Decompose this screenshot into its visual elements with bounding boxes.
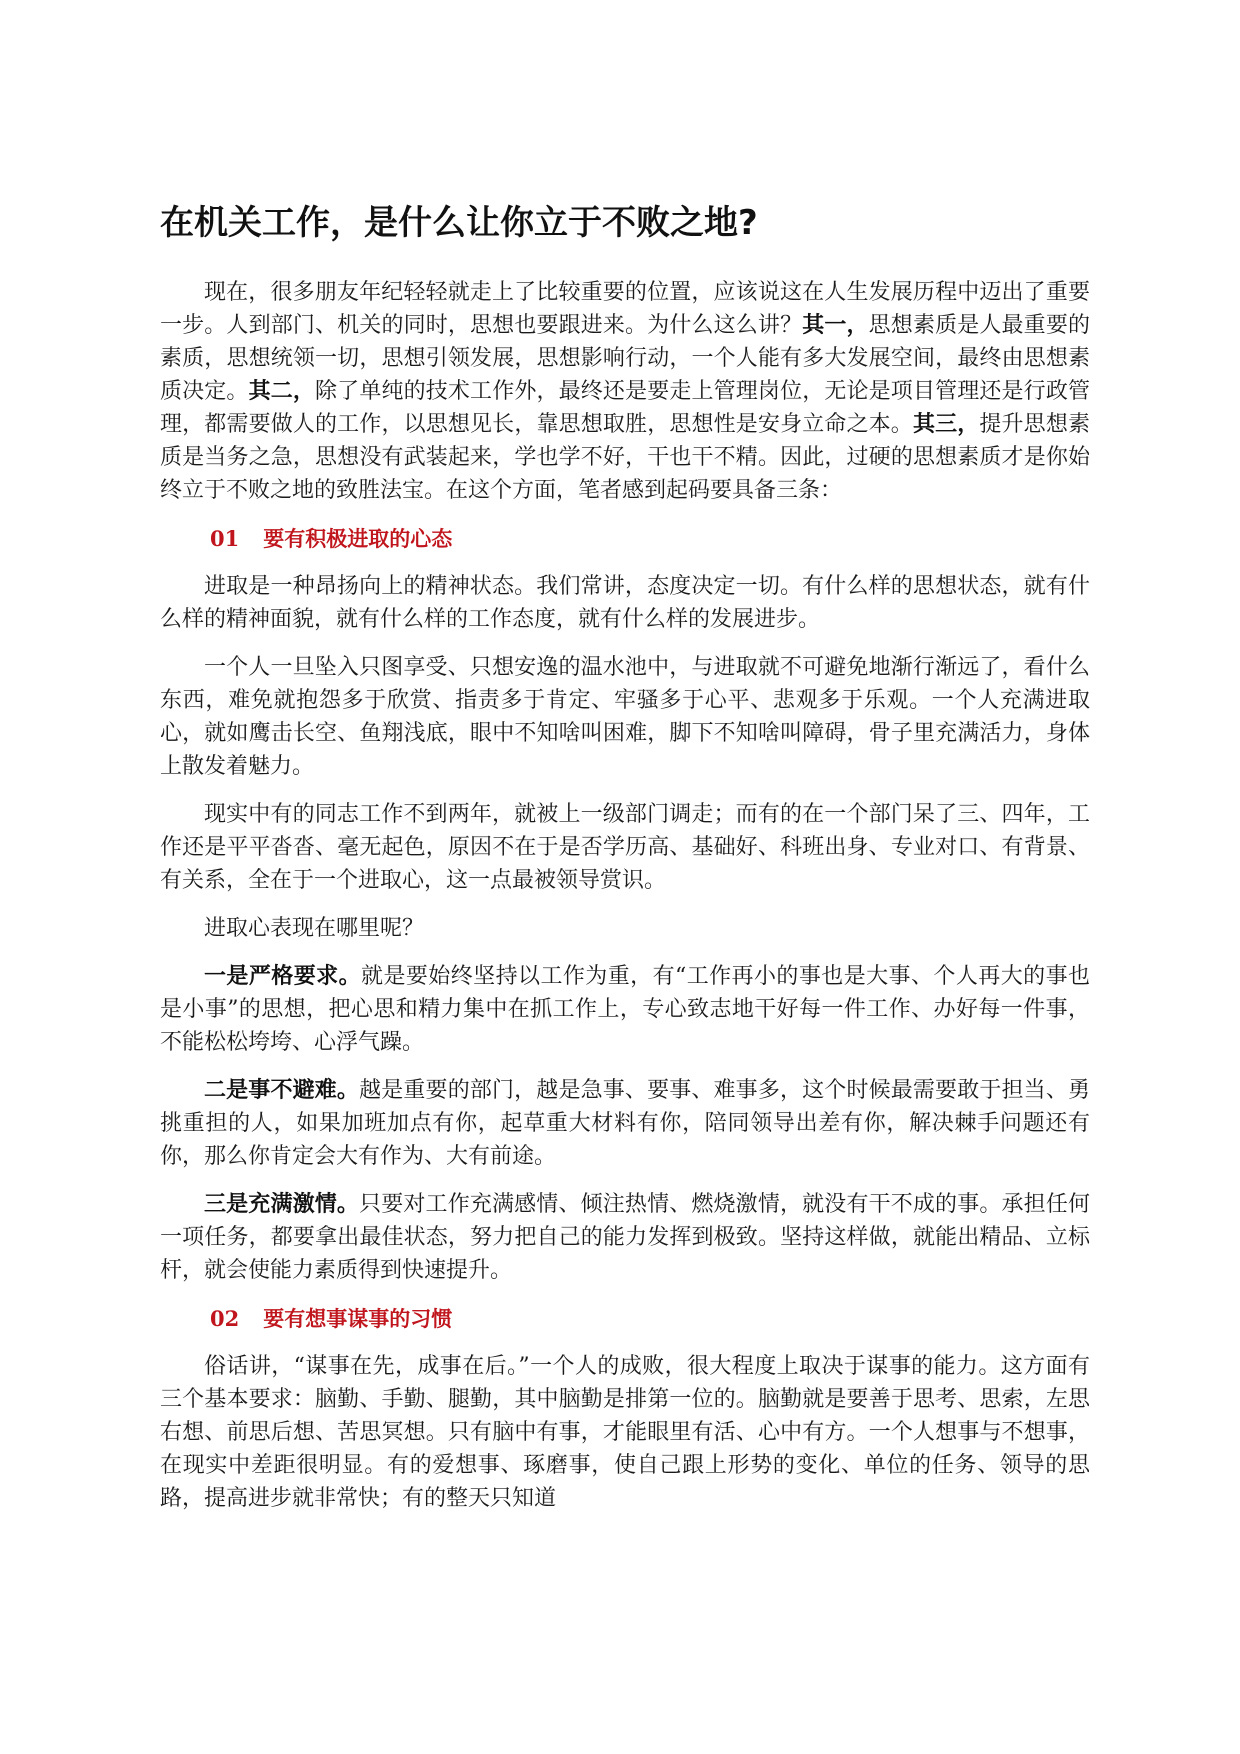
paragraph (160, 1188, 1090, 1287)
section-heading-02 (210, 1302, 1090, 1335)
section-number: 01 (210, 526, 240, 551)
intro-bold-1: 其一， (802, 312, 869, 338)
point-text: 只要对工作充满感情、倾注热情、燃烧激情，就没有干不成的事。承担任何一项任务，都要拿出最佳状态，努力把自己的能力发挥到极致。坚持这样做，就能出精品、立标杆，就会使能力素质得到快速提升。 (160, 1192, 1090, 1283)
intro-text-2: 思想素质是人最重要的素质，思想统领一切，思想引领发展，思想影响行动，一个人能有多大发展空间，最终由思想素质决定。 (160, 313, 1090, 404)
intro-text-4: 提升思想素质是当务之急，思想没有武装起来，学也学不好，干也干不精。因此，过硬的思想素质才是你始终立于不败之地的致胜法宝。在这个方面，笔者感到起码要具备三条： (160, 412, 1090, 503)
section-title: 要有积极进取的心态 (263, 526, 453, 551)
paragraph (160, 1074, 1090, 1173)
section-heading-01 (210, 522, 1090, 555)
paragraph: 进取是一种昂扬向上的精神状态。我们常讲，态度决定一切。有什么样的思想状态，就有什么样的精神面貌，就有什么样的工作态度，就有什么样的发展进步。 (160, 574, 1090, 632)
paragraph (160, 960, 1090, 1059)
page-title: 在机关工作，是什么让你立于不败之地? (160, 203, 758, 243)
paragraph: 一个人一旦坠入只图享受、只想安逸的温水池中，与进取就不可避免地渐行渐远了，看什么东西，难免就抱怨多于欣赏、指责多于肯定、牢骚多于心平、悲观多于乐观。一个人充满进取心，就如鹰击长空、鱼翔浅底，眼中不知啥叫困难，脚下不知啥叫障碍，骨子里充满活力，身体上散发着魅力。 (160, 655, 1090, 779)
paragraph: 现实中有的同志工作不到两年，就被上一级部门调走；而有的在一个部门呆了三、四年，工作还是平平沓沓、毫无起色，原因不在于是否学历高、基础好、科班出身、专业对口、有背景、有关系，全在于一个进取心，这一点最被领导赏识。 (160, 802, 1090, 893)
point-text: 就是要始终坚持以工作为重，有“工作再小的事也是大事、个人再大的事也是小事”的思想，把心思和精力集中在抓工作上，专心致志地干好每一件工作、办好每一件事，不能松松垮垮、心浮气躁。 (160, 964, 1090, 1055)
intro-paragraph (160, 276, 1090, 507)
document-page (160, 200, 1090, 1530)
point-text: 越是重要的部门，越是急事、要事、难事多，这个时候最需要敢于担当、勇挑重担的人，如果加班加点有你，起草重大材料有你，陪同领导出差有你，解决棘手问题还有你，那么你肯定会大有作为、大有前途。 (160, 1078, 1090, 1169)
section-title: 要有想事谋事的习惯 (263, 1306, 453, 1331)
paragraph: 进取心表现在哪里呢？ (204, 916, 425, 941)
intro-text-1: 现在，很多朋友年纪轻轻就走上了比较重要的位置，应该说这在人生发展历程中迈出了重要一步。人到部门、机关的同时，思想也要跟进来。为什么这么讲？ (160, 280, 1090, 338)
intro-bold-3: 其三， (912, 411, 980, 437)
point-lead: 三是充满激情。 (204, 1191, 360, 1217)
point-lead: 二是事不避难。 (204, 1077, 360, 1103)
intro-bold-2: 其二， (248, 378, 316, 404)
section-number: 02 (210, 1306, 240, 1331)
point-lead: 一是严格要求。 (204, 963, 362, 989)
paragraph: 俗话讲，“谋事在先，成事在后。”一个人的成败，很大程度上取决于谋事的能力。这方面有三个基本要求：脑勤、手勤、腿勤，其中脑勤是排第一位的。脑勤就是要善于思考、思索，左思右想、前思后想、苦思冥想。只有脑中有事，才能眼里有活、心中有方。一个人想事与不想事，在现实中差距很明显。有的爱想事、琢磨事，使自己跟上形势的变化、单位的任务、领导的思路，提高进步就非常快；有的整天只知道 (160, 1354, 1090, 1511)
intro-text-3: 除了单纯的技术工作外，最终还是要走上管理岗位，无论是项目管理还是行政管理，都需要做人的工作，以思想见长，靠思想取胜，思想性是安身立命之本。 (160, 379, 1090, 437)
